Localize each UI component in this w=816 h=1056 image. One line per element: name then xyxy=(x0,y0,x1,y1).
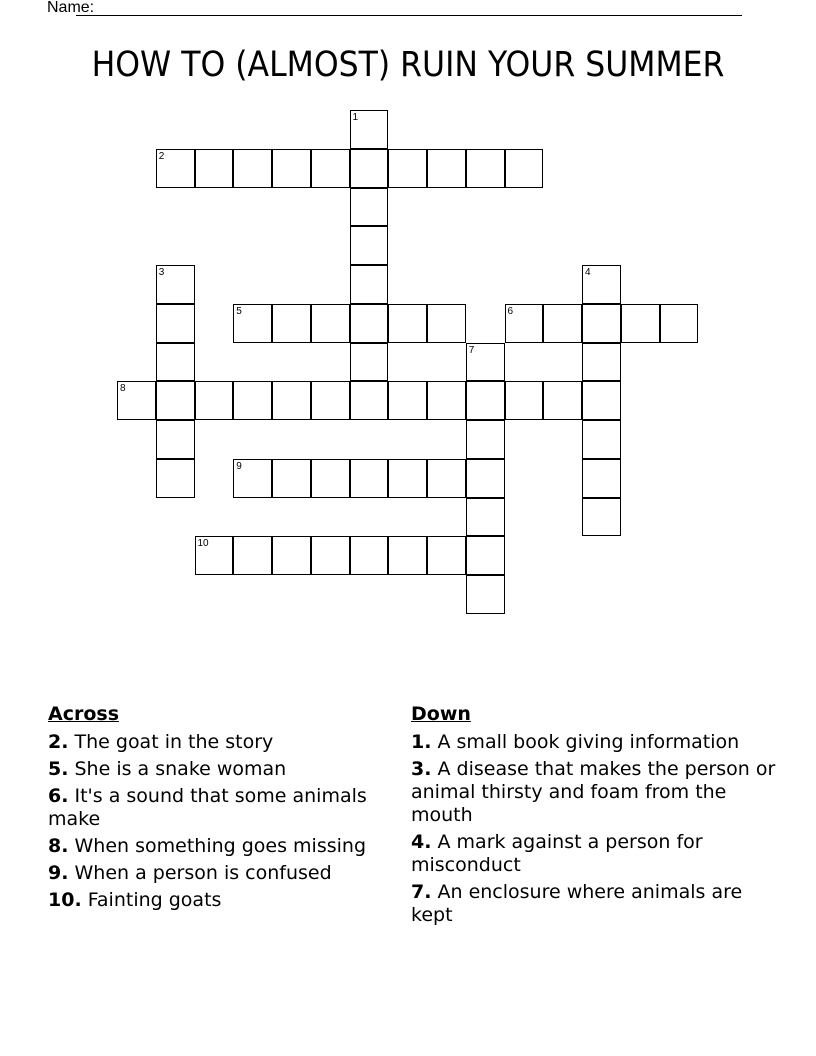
crossword-cell[interactable] xyxy=(466,459,505,498)
down-clue xyxy=(411,731,781,754)
crossword-cell[interactable] xyxy=(582,381,621,420)
crossword-cell[interactable] xyxy=(311,459,350,498)
down-clues xyxy=(411,703,781,931)
crossword-cell[interactable] xyxy=(466,420,505,459)
crossword-cell[interactable] xyxy=(427,459,466,498)
clue-text: When a person is confused xyxy=(74,862,332,884)
crossword-cell[interactable] xyxy=(195,381,234,420)
crossword-cell[interactable] xyxy=(660,304,699,343)
crossword-cell[interactable] xyxy=(350,265,389,304)
clue-number: 8. xyxy=(48,835,69,857)
clue-text: A small book giving information xyxy=(437,731,740,753)
clue-number-7: 7 xyxy=(468,344,475,356)
clue-text: A mark against a person for misconduct xyxy=(411,831,703,876)
crossword-cell[interactable] xyxy=(350,149,389,188)
crossword-cell[interactable] xyxy=(233,536,272,575)
across-clue xyxy=(48,785,378,831)
across-clues xyxy=(48,703,378,916)
crossword-cell[interactable] xyxy=(195,149,234,188)
crossword-cell[interactable] xyxy=(427,149,466,188)
crossword-cell[interactable] xyxy=(543,304,582,343)
clue-text: The goat in the story xyxy=(74,731,274,753)
crossword-cell[interactable] xyxy=(505,149,544,188)
clue-text: A disease that makes the person or animal thirsty and foam from the mouth xyxy=(411,758,776,826)
crossword-cell[interactable] xyxy=(272,149,311,188)
clue-number-10: 10 xyxy=(197,538,209,550)
clue-number-4: 4 xyxy=(585,267,591,278)
crossword-cell[interactable] xyxy=(350,304,389,343)
crossword-cell[interactable] xyxy=(350,188,389,227)
clue-number: 4. xyxy=(411,831,432,853)
clue-number: 7. xyxy=(411,881,432,903)
down-clue xyxy=(411,831,781,877)
clue-text: She is a snake woman xyxy=(74,758,287,780)
crossword-cell[interactable] xyxy=(156,420,195,459)
crossword-cell[interactable] xyxy=(466,536,505,575)
name-label: Name: xyxy=(47,0,95,16)
crossword-cell[interactable] xyxy=(582,420,621,459)
crossword-cell[interactable] xyxy=(582,498,621,537)
crossword-cell[interactable] xyxy=(621,304,660,343)
page-title: HOW TO (ALMOST) RUIN YOUR SUMMER xyxy=(91,45,725,85)
clue-number-9: 9 xyxy=(236,460,242,472)
crossword-cell[interactable] xyxy=(388,536,427,575)
across-clue xyxy=(48,835,378,858)
crossword-cell[interactable] xyxy=(466,381,505,420)
crossword-cell[interactable] xyxy=(272,536,311,575)
clue-number: 6. xyxy=(48,785,69,807)
clue-text: Fainting goats xyxy=(87,889,222,911)
crossword-cell[interactable] xyxy=(388,304,427,343)
crossword-cell[interactable] xyxy=(311,381,350,420)
down-heading: Down xyxy=(411,703,471,725)
clue-number-8: 8 xyxy=(120,383,126,395)
across-clue xyxy=(48,758,378,781)
clue-number-6: 6 xyxy=(507,305,514,317)
clue-text: When something goes missing xyxy=(74,835,367,857)
crossword-cell[interactable] xyxy=(272,459,311,498)
crossword-cell[interactable] xyxy=(350,381,389,420)
across-heading: Across xyxy=(48,703,120,725)
crossword-cell[interactable] xyxy=(350,459,389,498)
crossword-cell[interactable] xyxy=(466,498,505,537)
clue-number-1: 1 xyxy=(352,112,359,123)
crossword-cell[interactable] xyxy=(466,575,505,614)
clue-number: 9. xyxy=(48,862,69,884)
clue-number-3: 3 xyxy=(158,267,165,278)
clue-number: 10. xyxy=(48,889,82,911)
crossword-cell[interactable] xyxy=(505,381,544,420)
crossword-cell[interactable] xyxy=(156,459,195,498)
crossword-cell[interactable] xyxy=(388,149,427,188)
down-clue xyxy=(411,881,781,927)
crossword-cell[interactable] xyxy=(272,381,311,420)
crossword-cell[interactable] xyxy=(156,381,195,420)
crossword-cell[interactable] xyxy=(582,459,621,498)
crossword-cell[interactable] xyxy=(350,343,389,382)
clue-text: It's a sound that some animals make xyxy=(48,785,367,830)
crossword-cell[interactable] xyxy=(156,343,195,382)
crossword-cell[interactable] xyxy=(272,304,311,343)
clue-number: 5. xyxy=(48,758,69,780)
crossword-cell[interactable] xyxy=(388,381,427,420)
crossword-cell[interactable] xyxy=(427,381,466,420)
clue-number-5: 5 xyxy=(236,305,242,317)
clue-number: 2. xyxy=(48,731,69,753)
crossword-cell[interactable] xyxy=(311,536,350,575)
crossword-cell[interactable] xyxy=(582,304,621,343)
crossword-cell[interactable] xyxy=(233,381,272,420)
across-clue xyxy=(48,731,378,754)
crossword-cell[interactable] xyxy=(156,304,195,343)
crossword-cell[interactable] xyxy=(233,149,272,188)
crossword-cell[interactable] xyxy=(350,226,389,265)
crossword-cell[interactable] xyxy=(311,149,350,188)
across-clue xyxy=(48,862,378,885)
clue-number-2: 2 xyxy=(158,150,165,162)
crossword-cell[interactable] xyxy=(466,149,505,188)
crossword-cell[interactable] xyxy=(388,459,427,498)
crossword-cell[interactable] xyxy=(427,304,466,343)
across-clue xyxy=(48,889,378,912)
clue-number: 1. xyxy=(411,731,432,753)
clue-number: 3. xyxy=(411,758,432,780)
crossword-cell[interactable] xyxy=(350,536,389,575)
crossword-cell[interactable] xyxy=(311,304,350,343)
clue-text: An enclosure where animals are kept xyxy=(411,881,743,926)
down-clue xyxy=(411,758,781,827)
crossword-cell[interactable] xyxy=(582,343,621,382)
crossword-cell[interactable] xyxy=(543,381,582,420)
crossword-cell[interactable] xyxy=(427,536,466,575)
